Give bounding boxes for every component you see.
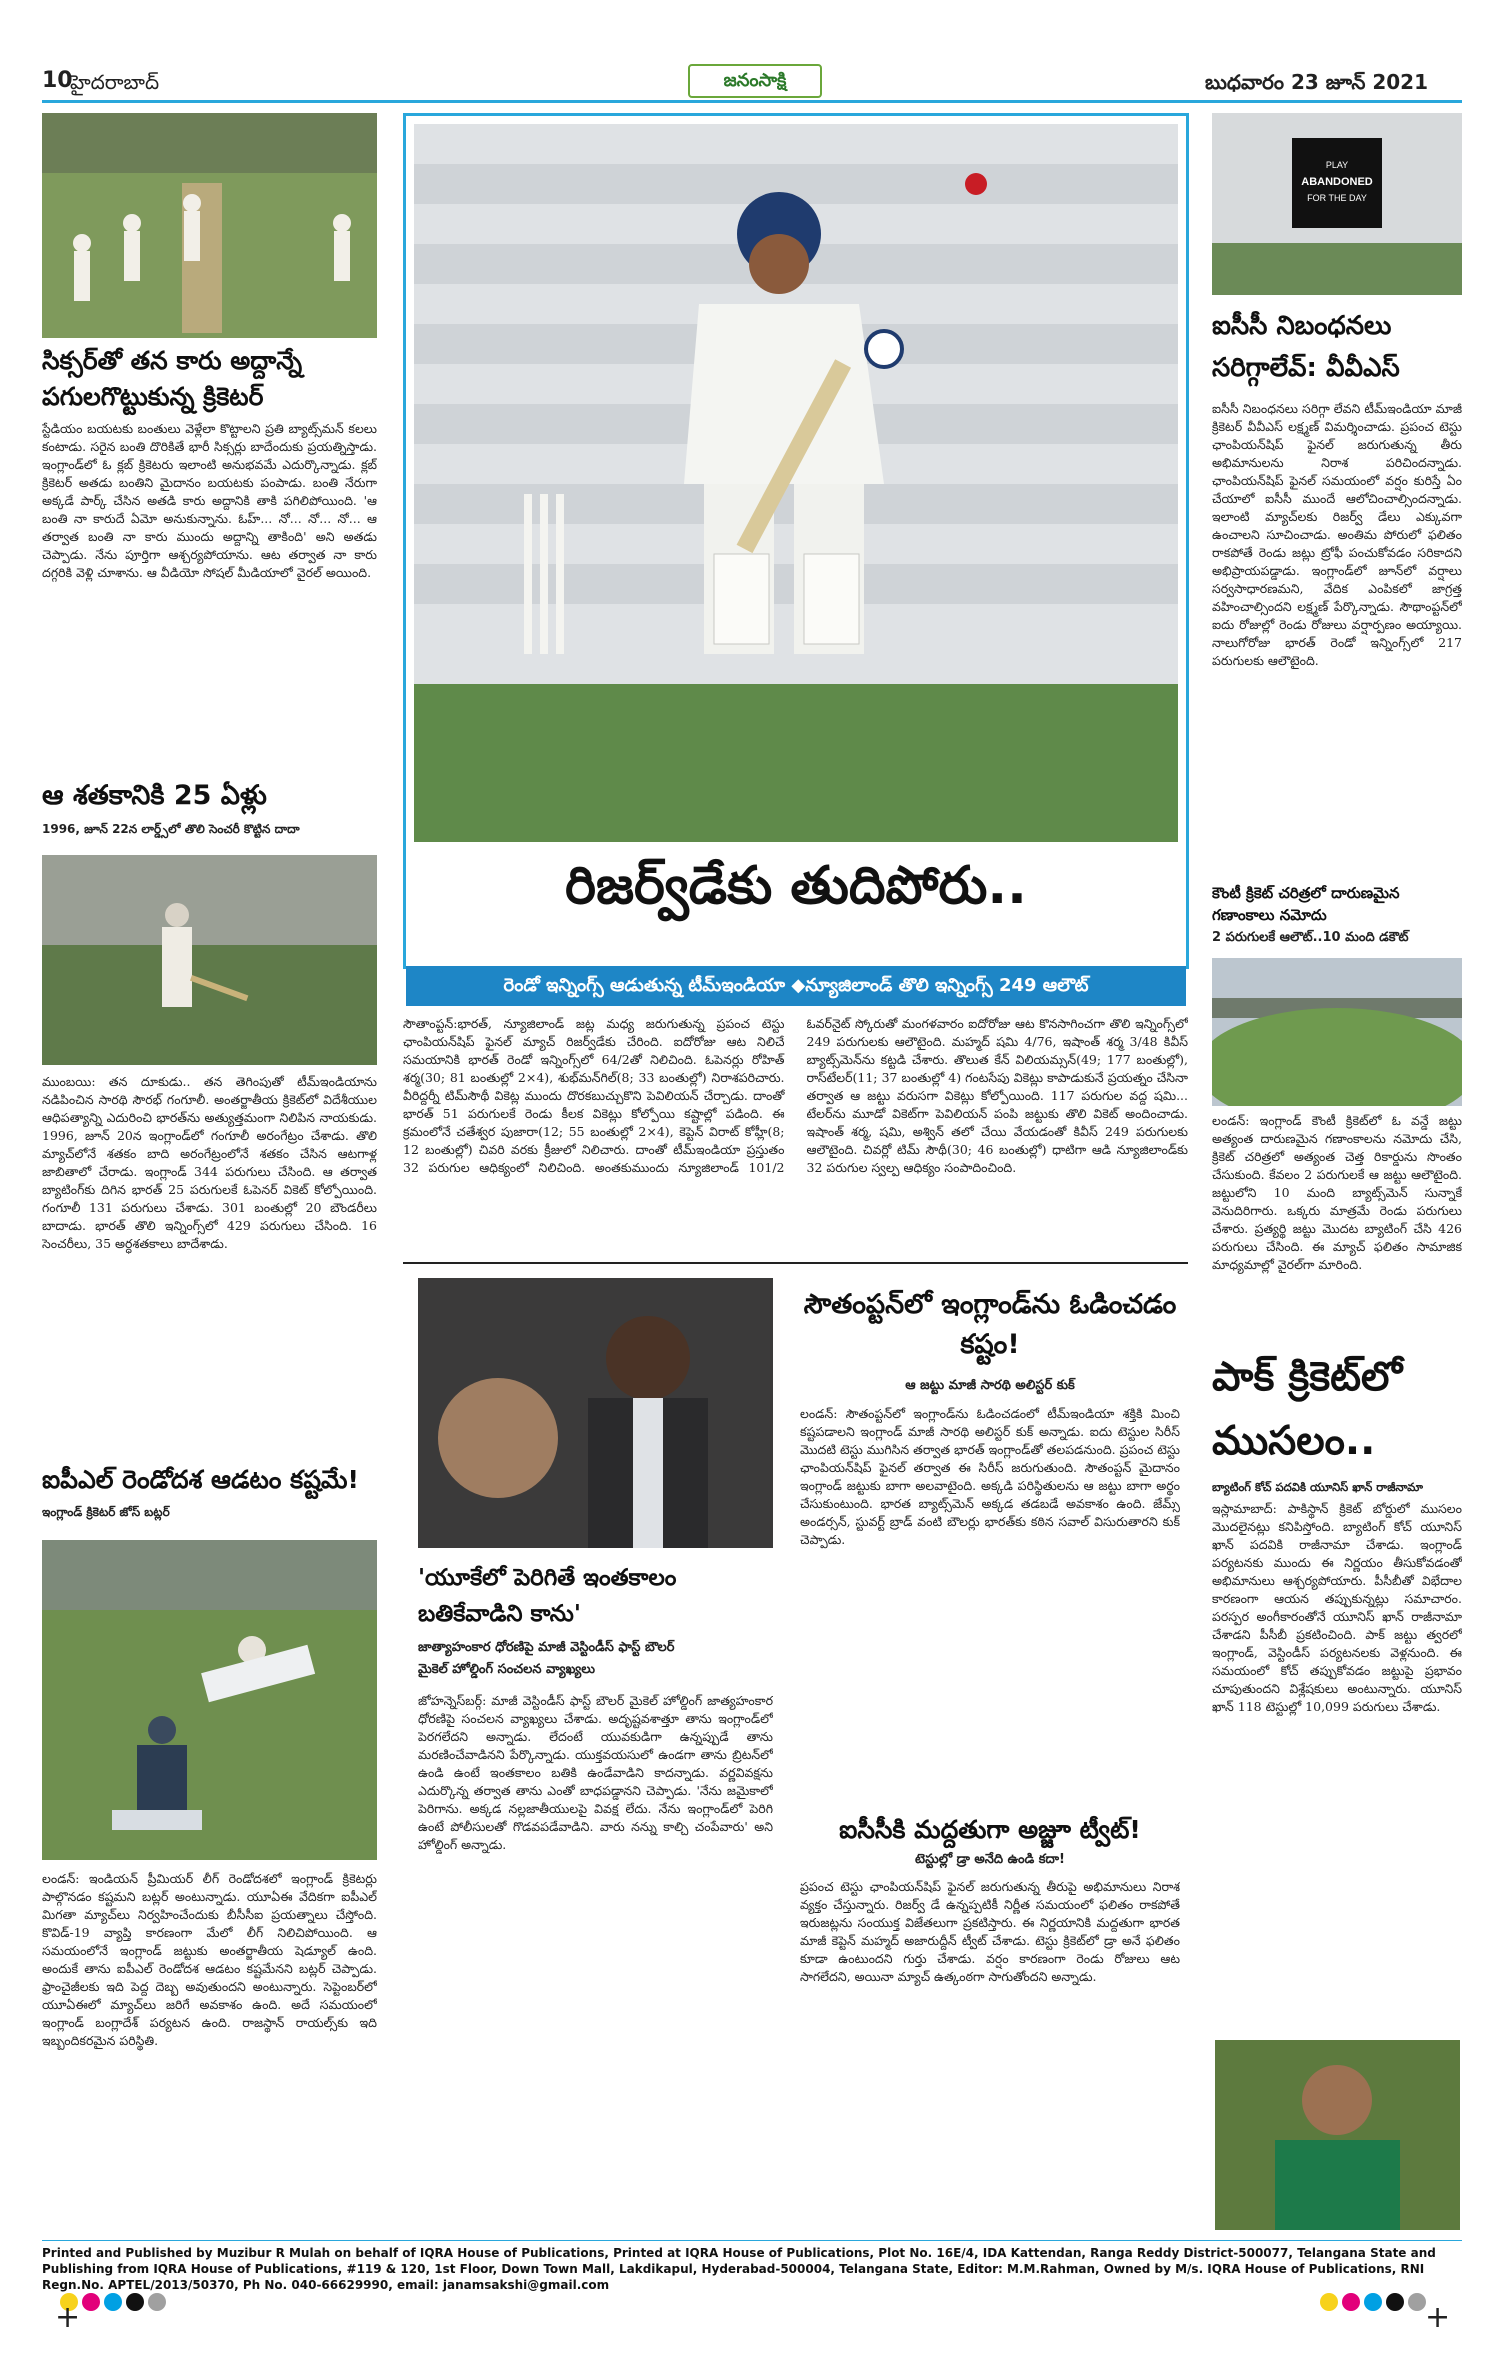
batsman-illustration xyxy=(414,124,1178,842)
car-six-body: స్టేడియం బయటకు బంతులు వెళ్లేలా కొట్టాలని ప్రతి బ్యాట్స్‌మన్ కలలు కంటాడు. సరైన బంతి దొరికితే భారీ సిక్సర్లు బాదేందుకు ప్రయత్నిస్తాడు. ఇంగ్లాండ్‌లో ఓ క్లబ్ క్రికెటరు ఇలాంటి అనుభవమే ఎదుర్కొన్నాడు. క్లబ్ క్రికెటర్ అతడు బంతిని మైదానం బయటకు పంపాడు. బంతి నేరుగా అక్కడే పార్క్ చేసిన అతడి కారు అద్దానికి తాకి పగిలిపోయింది. 'ఆ బంతి నా కారుదే ఏమో అనుకున్నాను. ఓహ్... నో... నో... నో... ఆ తర్వాత బంతి నా కారు ముందు అద్దాన్ని తాకింది' అని అతడు చెప్పాడు. నేను పూర్తిగా ఆశ్చర్యపోయాను. ఆట తర్వాత నా కారు దగ్గరికి వెళ్లి చూశాను. ఆ వీడియో సోషల్ మీడియాలో వైరల్ అయింది. xyxy=(42,421,377,580)
scoreboard-line-2: ABANDONED xyxy=(1301,176,1373,188)
lead-body: సౌతాంప్టన్:భారత్, న్యూజిలాండ్ జట్ల మధ్య జరుగుతున్న ప్రపంచ టెస్టు ఛాంపియన్‌షిప్ ఫైనల్ మ్యాచ్ రిజర్వ్‌డేకు చేరింది. ఐదోరోజు ఆట నిలిచే సమయానికి భారత్ రెండో ఇన్నింగ్స్‌లో 64/2తో నిలిచింది. ఓపెనర్లు రోహిత్ శర్మ(30; 81 బంతుల్లో 2×4), శుభ్‌మన్‌గిల్(8; 33 బంతుల్లో) నిరాశపరిచారు. వీరిద్దర్నీ టిమ్‌సౌథీ వికెట్ల ముందు దొరకబుచ్చుకొని పెవిలియన్ చేర్చాడు. దాంతో భారత్ 51 పరుగులకే రెండు కీలక వికెట్లు కోల్పోయి కష్టాల్లో పడింది. ఈ క్రమంలోనే చతేశ్వర పుజారా(12; 55 బంతుల్లో 2×4), కెప్టెన్ విరాట్ కోహ్లీ(8; 12 బంతుల్లో) చివరి వరకు క్రీజులో నిలిచారు. దాంతో టీమ్‌ఇండియా ప్రస్తుతం 32 పరుగుల ఆధిక్యంలో నిలిచింది. అంతకుముందు న్యూజిలాండ్ 101/2 ఓవర్‌నైట్ స్కోరుతో మంగళవారం ఐదోరోజు ఆట కొనసాగించగా తొలి ఇన్నింగ్స్‌లో 249 పరుగులకు ఆలౌటైంది. మహ్మద్ షమి 4/76, ఇషాంత్ శర్మ 3/48 కివీస్ బ్యాట్స్‌మెన్‌ను కట్టడి చేశారు. తొలుత కేన్ విలియమ్సన్(49; 177 బంతుల్లో), రాస్‌టేలర్(11; 37 బంతుల్లో 4) గంటసేపు వికెట్లు కాపాడుకునే ప్రయత్నం చేసినా తర్వాత ఆ జట్టు వరుసగా వికెట్లు కోల్పోయింది. 117 పరుగుల వద్ద షమి... టేలర్‌ను మూడో వికెట్‌గా పెవిలియన్ పంపి జట్టుకు తొలి వికెట్ అందించాడు. ఇషాంత్ శర్మ, షమి, అశ్విన్ తలో చేయి వేయడంతో కివీస్ 249 పరుగులకు ఆలౌటైంది. చివర్లో టిమ్ సౌథీ(30; 46 బంతుల్లో) ధాటిగా ఆడి న్యూజిలాండ్‌కు 32 పరుగుల స్వల్ప ఆధిక్యం సంపాదించింది. xyxy=(403,1016,1188,1175)
pak-body: ఇస్లామాబాద్: పాకిస్థాన్ క్రికెట్ బోర్డులో ముసలం మొదలైనట్లు కనిపిస్తోంది. బ్యాటింగ్ కోచ్ యూనిస్ ఖాన్ పదవికి రాజీనామా చేశాడు. ఇంగ్లాండ్ పర్యటనకు ముందు ఈ నిర్ణయం తీసుకోవడంతో అభిమానులు ఆశ్చర్యపోయారు. పీసీబీతో విభేదాల కారణంగా ఆయన తప్పుకున్నట్లు సమాచారం. పరస్పర అంగీకారంతోనే యూనిస్ ఖాన్ రాజీనామా చేశాడని పీసీబీ ప్రకటించింది. పాక్ జట్టు త్వరలో ఇంగ్లాండ్, వెస్టిండీస్ పర్యటనలకు వెళ్లనుంది. ఈ సమయంలో కోచ్ తప్పుకోవడం జట్టుపై ప్రభావం చూపుతుందని విశ్లేషకులు అంటున్నారు. యూనిస్ ఖాన్ 118 టెస్టుల్లో 10,099 పరుగులు చేశాడు. xyxy=(1212,1501,1462,1714)
crop-mark-icon: + xyxy=(55,2300,81,2335)
vvs-headline: ఐసీసీ నిబంధనలు సరిగ్గాలేవ్: వీవీఎస్ xyxy=(1212,311,1400,383)
scoreboard-illustration xyxy=(1212,113,1462,295)
lead-deck-bar: రెండో ఇన్నింగ్స్ ఆడుతున్న టీమ్‌ఇండియా ◆న్యూజిలాండ్ తొలి ఇన్నింగ్స్ 249 ఆలౌట్ xyxy=(406,966,1186,1006)
color-registration-mark xyxy=(1364,2293,1382,2311)
century-headline: ఆ శతకానికి 25 ఏళ్లు xyxy=(42,780,267,811)
county-kicker: 2 పరుగులకే ఆలౌట్..10 మంది డకౌట్ xyxy=(1212,930,1409,945)
county-body: లండన్: ఇంగ్లాండ్ కౌంటీ క్రికెట్‌లో ఓ వన్డే జట్టు అత్యంత దారుణమైన గణాంకాలను నమోదు చేసి, క్రికెట్ చరిత్రలో అత్యంత చెత్త రికార్డును సొంతం చేసుకుంది. కేవలం 2 పరుగులకే ఆ జట్టు ఆలౌటైంది. జట్టులోని 10 మంది బ్యాట్స్‌మెన్ సున్నాకే వెనుదిరిగారు. ఒక్కరు మాత్రమే రెండు పరుగులు చేశారు. ప్రత్యర్థి జట్టు మొదట బ్యాటింగ్ చేసి 426 పరుగులు చేసింది. ఈ మ్యాచ్ ఫలితం సామాజిక మాధ్యమాల్లో వైరల్‌గా మారింది. xyxy=(1212,1113,1462,1272)
crop-mark-icon: + xyxy=(1425,2300,1451,2335)
azhar-headline: ఐసీసీకి మద్దతుగా అజ్జూ ట్వీట్! xyxy=(839,1815,1141,1844)
color-registration-mark xyxy=(148,2293,166,2311)
pak-headline: పాక్ క్రికెట్‌లో ముసలం.. xyxy=(1212,1354,1403,1464)
color-registration-mark xyxy=(126,2293,144,2311)
century-kicker: 1996, జూన్ 22న లార్డ్స్‌లో తొలి సెంచరీ కొట్టిన దాదా xyxy=(42,822,300,836)
footer-rule xyxy=(42,2240,1462,2241)
holding-body: జోహన్నెస్‌బర్గ్: మాజీ వెస్టిండీస్ ఫాస్ట్ బౌలర్ మైకెల్ హోల్డింగ్ జాత్యహంకార ధోరణిపై సంచలన వ్యాఖ్యలు చేశాడు. అదృష్టవశాత్తూ తాను ఇంగ్లాండ్‌లో పెరగలేదని అన్నాడు. లేదంటే యువకుడిగా ఉన్నప్పుడే తాను మరణించేవాడినని పేర్కొన్నాడు. యుక్తవయసులో ఉండగా తాను బ్రిటన్‌లో ఉండి ఉంటే ఇంతకాలం బతికి ఉండేవాడిని కాదన్నాడు. వర్ణవివక్షను ఎదుర్కొన్న తర్వాత తాను ఎంతో బాధపడ్డానని చెప్పాడు. 'నేను జమైకాలో పెరిగాను. అక్కడ నల్లజాతీయులపై వివక్ష లేదు. నేను ఇంగ్లాండ్‌లో పెరిగి ఉంటే పోలీసులతో గొడవపడేవాడిని. వారు నన్ను కాల్చి చంపేవారు' అని హోల్డింగ్ అన్నాడు. xyxy=(418,1693,773,1852)
section-divider xyxy=(403,1262,1188,1264)
rain-scoreboard-photo xyxy=(1212,113,1462,295)
imprint-line: Printed and Published by Muzibur R Mulah on behalf of IQRA House of Publications, Printed at IQRA House of Publications, Plot No. 16E/4, IDA Kattendan, Ranga Reddy District-500077, Telangana State and Publishing from IQRA House of Publications, #119 & 120, 1st Floor, Down Town Mall, Lakdikapul, Hyderabad-500004, Telangana State, Editor: M.M.Rahman, Owned by M/s. IQRA House of Publications, RNI Regn.No. APTEL/2013/50370, Ph No. 040-66629990, email: janamsakshi@gmail.com xyxy=(42,2246,1436,2292)
color-registration-mark xyxy=(1342,2293,1360,2311)
brand-logo: జనంసాక్షి xyxy=(688,64,822,98)
cricket-field-illustration xyxy=(42,113,377,338)
buttler-photo xyxy=(42,1540,377,1860)
lead-story-box xyxy=(403,113,1189,996)
century-body: ముంబయి: తన దూకుడు.. తన తెగింపుతో టీమ్‌ఇండియాను నడిపించిన సారథి సౌరభ్ గంగూలీ. అంతర్జాతీయ క్రికెట్‌లో విదేశీయుల ఆధిపత్యాన్ని ఎదురించి భారత్‌ను అత్యుత్తమంగా నిలిపిన నాయకుడు. 1996, జూన్ 20న ఇంగ్లాండ్‌లో గంగూలీ అరంగేట్రం చేశాడు. తొలి మ్యాచ్‌లోనే శతకం బాది అరంగేట్రంలోనే శతకం చేసిన ఆటగాళ్ల జాబితాలో చేరాడు. ఇంగ్లాండ్ 344 పరుగులు చేసింది. ఆ తర్వాత బ్యాటింగ్‌కు దిగిన భారత్ 25 పరుగులకే ఓపెనర్ వికెట్ కోల్పోయింది. గంగూలీ 131 పరుగులు చేశాడు. 301 బంతుల్లో 20 బౌండరీలు బాదాడు. భారత్ తొలి ఇన్నింగ్స్‌లో 429 పరుగులు చేసింది. 16 సెంచరీలు, 35 అర్ధశతకాలు బాదేశాడు. xyxy=(42,1074,377,1251)
ipl-body: లండన్: ఇండియన్ ప్రీమియర్ లీగ్ రెండోదశలో ఇంగ్లాండ్ క్రికెటర్లు పాల్గొనడం కష్టమని బట్లర్ అంటున్నాడు. యూఏఈ వేదికగా ఐపీఎల్ మిగతా మ్యాచ్‌లు నిర్వహించేందుకు బీసీసీఐ ప్రయత్నాలు చేస్తోంది. కొవిడ్-19 వ్యాప్తి కారణంగా మేలో లీగ్ నిలిచిపోయింది. ఆ సమయంలోనే ఇంగ్లాండ్ జట్టుకు అంతర్జాతీయ షెడ్యూల్ ఉంది. అందుకే తాను ఐపీఎల్ రెండోదశ ఆడటం కష్టమేనని బట్లర్ చెప్పాడు. ఫ్రాంచైజీలకు ఇది పెద్ద దెబ్బ అవుతుందని అంటున్నారు. సెప్టెంబర్‌లో యూఏఈలో మ్యాచ్‌లు జరిగే అవకాశం ఉంది. అదే సమయంలో ఇంగ్లాండ్ బంగ్లాదేశ్ పర్యటన ఉంది. రాజస్థాన్ రాయల్స్‌కు ఇది ఇబ్బందికరమైన పరిస్థితి. xyxy=(42,1871,377,2048)
page-number: 10 xyxy=(42,68,73,93)
vvs-body: ఐసీసీ నిబంధనలు సరిగ్గా లేవని టీమ్‌ఇండియా మాజీ క్రికెటర్ వీవీఎస్ లక్ష్మణ్ విమర్శించాడు. ప్రపంచ టెస్టు ఛాంపియన్‌షిప్ ఫైనల్ జరుగుతున్న తీరు అభిమానులను నిరాశ పరిచిందన్నాడు. ఛాంపియన్‌షిప్ ఫైనల్ సమయంలో వర్షం కురిస్తే ఏం చేయాలో ఐసీసీ ముందే ఆలోచించాల్సిందన్నాడు. ఇలాంటి మ్యాచ్‌లకు రిజర్వ్ డేలు ఎక్కువగా ఉంచాలని సూచించాడు. అంతిమ పోరులో ఫలితం రాకపోతే రెండు జట్లు ట్రోఫీ పంచుకోవడం సరికాదని అభిప్రాయపడ్డాడు. ఇంగ్లాండ్‌లో జూన్‌లో వర్షాలు సర్వసాధారణమని, వేదిక ఎంపికలో జాగ్రత్త వహించాల్సిందని లక్ష్మణ్ పేర్కొన్నాడు. సౌథాంప్టన్‌లో ఐదు రోజుల్లో రెండు రోజులు వర్షార్పణం అయ్యాయి. నాలుగోరోజు భారత్ రెండో ఇన్నింగ్స్‌లో 217 పరుగులకు ఆలౌటైంది. xyxy=(1212,401,1462,668)
color-registration-mark xyxy=(104,2293,122,2311)
color-registration-mark xyxy=(82,2293,100,2311)
county-headline: కౌంటీ క్రికెట్ చరిత్రలో దారుణమైన గణాంకాలు నమోదు xyxy=(1212,884,1400,924)
holding-kicker: జాత్యాహంకార ధోరణిపై మాజీ వెస్టిండీస్ ఫాస్ట్ బౌలర్ xyxy=(418,1640,675,1655)
cook-body: లండన్: సౌతంప్టన్‌లో ఇంగ్లాండ్‌ను ఓడించడంలో టీమ్‌ఇండియా శక్తికి మించి కష్టపడాలని ఇంగ్లాండ్ మాజీ సారథి అలిస్టర్ కుక్ అన్నాడు. ఐదు టెస్టుల సిరీస్ మొదటి టెస్టు ముగిసిన తర్వాత భారత్ ఇంగ్లాండ్‌తో తలపడనుంది. ప్రపంచ టెస్టు ఛాంపియన్‌షిప్ ఫైనల్ తర్వాత ఈ సిరీస్ జరుగుతుంది. సౌతంప్టన్ మైదానం ఇంగ్లాండ్ జట్టుకు బాగా అలవాటైంది. అక్కడి పరిస్థితులను ఆ జట్టు బాగా అర్థం చేసుకుంటుంది. భారత బ్యాట్స్‌మెన్ అక్కడ తడబడే అవకాశం ఉంది. జేమ్స్ అండర్సన్, స్టువర్ట్ బ్రాడ్ వంటి బౌలర్లు భారత్‌కు కఠిన సవాల్ విసురుతారని కుక్ చెప్పాడు. xyxy=(800,1406,1180,1547)
keeper-diving-illustration xyxy=(42,1540,377,1860)
holding-kicker-2: మైకెల్ హోల్డింగ్ సంచలన వ్యాఖ్యలు xyxy=(418,1662,595,1677)
azhar-kicker: టెస్టుల్లో డ్రా అనేది ఉండి కదా! xyxy=(915,1852,1065,1867)
county-ground-photo xyxy=(1212,958,1462,1106)
azhar-body: ప్రపంచ టెస్టు ఛాంపియన్‌షిప్ ఫైనల్ జరుగుతున్న తీరుపై అభిమానులు నిరాశ వ్యక్తం చేస్తున్నారు. రిజర్వ్ డే ఉన్నప్పటికీ నిర్ణీత సమయంలో ఫలితం రాకపోతే ఇరుజట్లను సంయుక్త విజేతలుగా ప్రకటిస్తారు. ఈ నిర్ణయానికి మద్దతుగా భారత మాజీ కెప్టెన్ మహ్మద్ అజారుద్దీన్ ట్వీట్ చేశాడు. టెస్టు క్రికెట్‌లో డ్రా అనే ఫలితం కూడా ఉంటుందని గుర్తు చేశాడు. వర్షం కారణంగా రెండు రోజులు ఆట సాగలేదని, అయినా మ్యాచ్ ఉత్కంఠగా సాగుతోందని అన్నాడు. xyxy=(800,1879,1180,1984)
ipl-headline: ఐపీఎల్ రెండోదశ ఆడటం కష్టమే! xyxy=(42,1465,359,1494)
edition-city: హైదరాబాద్ xyxy=(70,70,160,94)
younis-photo xyxy=(1215,2040,1460,2230)
ipl-kicker: ఇంగ్లాండ్ క్రికెటర్ జోస్ బట్లర్ xyxy=(42,1505,170,1519)
holding-headline: 'యూకేలో పెరిగితే ఇంతకాలం బతికేవాడిని కాను' xyxy=(418,1565,677,1627)
color-registration-mark xyxy=(1320,2293,1338,2311)
cook-headline: సౌతంప్టన్‌లో ఇంగ్లాండ్‌ను ఓడించడం కష్టం! xyxy=(803,1289,1177,1360)
stadium-illustration xyxy=(1212,958,1462,1106)
lead-headline: రిజర్వ్‌డేకు తుదిపోరు.. xyxy=(565,856,1027,916)
holding-photo xyxy=(418,1278,773,1548)
issue-date: బుధవారం 23 జూన్ 2021 xyxy=(1205,70,1428,94)
ganguly-photo xyxy=(42,855,377,1065)
scoreboard-line-3: FOR THE DAY xyxy=(1307,193,1367,203)
color-registration-mark xyxy=(1408,2293,1426,2311)
pak-kicker: బ్యాటింగ్ కోచ్ పదవికి యూనిస్ ఖాన్ రాజీనామా xyxy=(1212,1480,1423,1494)
holding-portrait-illustration xyxy=(418,1278,773,1548)
cook-byline: ఆ జట్టు మాజీ సారథి అలిస్టర్ కుక్ xyxy=(905,1378,1075,1393)
color-registration-mark xyxy=(1386,2293,1404,2311)
car-six-headline: సిక్సర్‌తో తన కారు అద్దాన్నే పగులగొట్టుకున్న క్రికెటర్ xyxy=(42,346,302,411)
cricket-field-photo xyxy=(42,113,377,338)
lords-batsman-illustration xyxy=(42,855,377,1065)
scoreboard-line-1: PLAY xyxy=(1325,160,1349,170)
younis-portrait-illustration xyxy=(1215,2040,1460,2230)
kohli-batting-photo xyxy=(414,124,1178,842)
